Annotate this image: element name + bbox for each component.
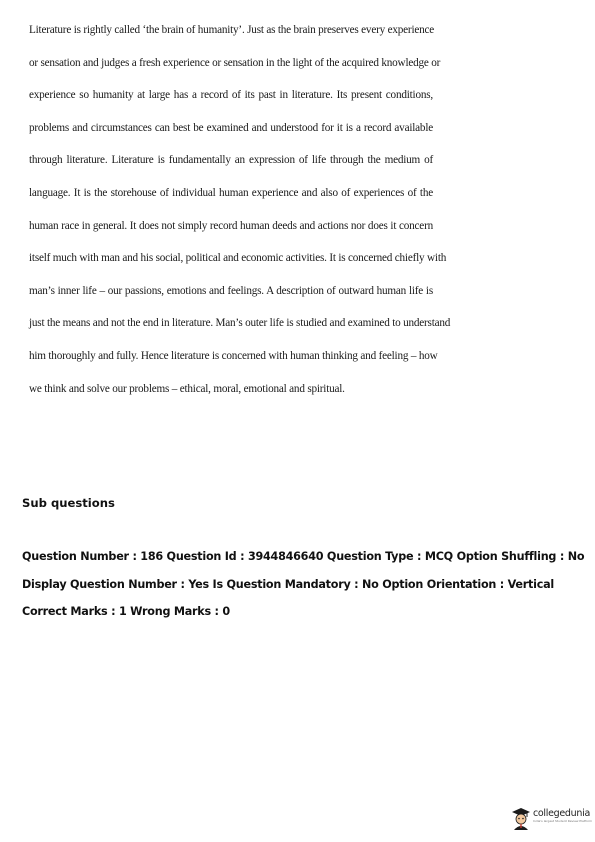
reading-passage (29, 14, 451, 405)
passage-line: itself much with man and his social, political and economic activities. It is concerned chiefly with (29, 252, 447, 265)
logo-name: collegedunia (533, 808, 590, 819)
passage-line: problems and circumstances can best be examined and understood for it is a record available (29, 121, 433, 134)
passage-line: language. It is the storehouse of individual human experience and also of experiences of the (29, 186, 433, 199)
logo-tagline: India's largest Student Review Platform (533, 819, 593, 823)
graduate-mascot-icon (511, 806, 531, 830)
passage-line: just the means and not the end in literature. Man’s outer life is studied and examined to understand (29, 317, 451, 330)
passage-line: human race in general. It does not simply record human deeds and actions nor does it concern (29, 219, 433, 232)
question-meta (22, 549, 584, 632)
passage-line: we think and solve our problems – ethical, moral, emotional and spiritual. (29, 382, 345, 395)
passage-line: or sensation and judges a fresh experience or sensation in the light of the acquired knowledge or (29, 56, 441, 69)
collegedunia-logo (511, 806, 591, 836)
question-meta-line: Display Question Number : Yes Is Question Mandatory : No Option Orientation : Vertical (22, 577, 554, 591)
passage-line: through literature. Literature is fundamentally an expression of life through the medium of (29, 154, 433, 167)
question-meta-line: Question Number : 186 Question Id : 3944846640 Question Type : MCQ Option Shuffling : No (22, 550, 585, 563)
sub-questions-heading: Sub questions (22, 496, 115, 510)
passage-line: experience so humanity at large has a record of its past in literature. Its present conditions, (29, 89, 433, 102)
passage-line: him thoroughly and fully. Hence literature is concerned with human thinking and feeling – how (29, 349, 438, 362)
question-meta-line: Correct Marks : 1 Wrong Marks : 0 (22, 605, 230, 618)
passage-line: Literature is rightly called ‘the brain of humanity’. Just as the brain preserves every experience (29, 24, 435, 36)
passage-line: man’s inner life – our passions, emotions and feelings. A description of outward human life is (29, 284, 433, 297)
